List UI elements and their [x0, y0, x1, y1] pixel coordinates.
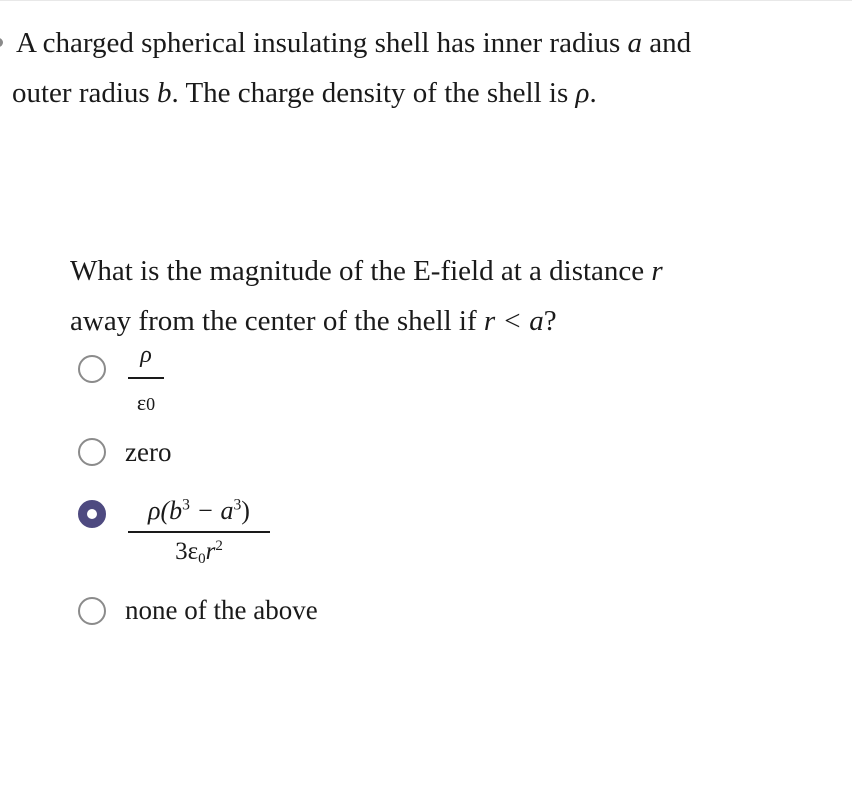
- den-3eps: 3ε: [175, 538, 199, 565]
- question-prompt-line1: [70, 254, 663, 288]
- fraction-bar: [128, 531, 270, 533]
- var-b: b: [156, 77, 172, 109]
- fraction-denominator: [128, 538, 270, 566]
- intro-text-2-mid: . The charge density of the shell is: [171, 77, 576, 109]
- prompt-text: What is the magnitude of the E-field at a distance: [70, 255, 652, 287]
- fraction-bar: [128, 377, 164, 379]
- exp-3b: 3: [233, 496, 242, 514]
- sub-0: 0: [198, 550, 206, 567]
- var-r: r: [651, 255, 663, 287]
- num-close: ): [241, 496, 250, 525]
- question-intro-line2: [12, 76, 597, 110]
- radio-button-selected[interactable]: [78, 500, 106, 528]
- top-divider: [0, 0, 852, 1]
- num-minus-a: − a: [189, 496, 234, 525]
- intro-text-2: outer radius: [12, 77, 157, 109]
- intro-text-suffix: and: [642, 27, 692, 59]
- option-label: none of the above: [125, 595, 318, 625]
- rho-symbol: ρ: [140, 342, 152, 368]
- intro-text: A charged spherical insulating shell has inner radius: [16, 27, 628, 59]
- prompt-text-2: away from the center of the shell if: [70, 305, 484, 337]
- intro-text-2-end: .: [589, 77, 597, 109]
- radio-button[interactable]: [78, 438, 106, 466]
- num-rho-b: ρ(b: [148, 496, 183, 525]
- option-label: zero: [125, 437, 172, 467]
- radio-button[interactable]: [78, 597, 106, 625]
- fraction-denominator: [128, 390, 164, 416]
- condition: r < a: [483, 305, 544, 337]
- fraction-numerator: [128, 496, 270, 526]
- subscript-zero: 0: [146, 394, 156, 414]
- exp-2: 2: [215, 538, 223, 554]
- fraction-numerator: [128, 342, 164, 369]
- question-prompt-line2: [70, 304, 557, 338]
- question-intro-line1: [16, 26, 691, 60]
- radio-button[interactable]: [78, 355, 106, 383]
- epsilon-symbol: ε: [136, 390, 147, 415]
- bullet-marker: [0, 38, 3, 47]
- prompt-end: ?: [543, 305, 557, 337]
- den-r: r: [205, 538, 216, 565]
- var-a: a: [627, 27, 643, 59]
- var-rho: ρ: [575, 77, 590, 109]
- exp-3: 3: [182, 496, 190, 514]
